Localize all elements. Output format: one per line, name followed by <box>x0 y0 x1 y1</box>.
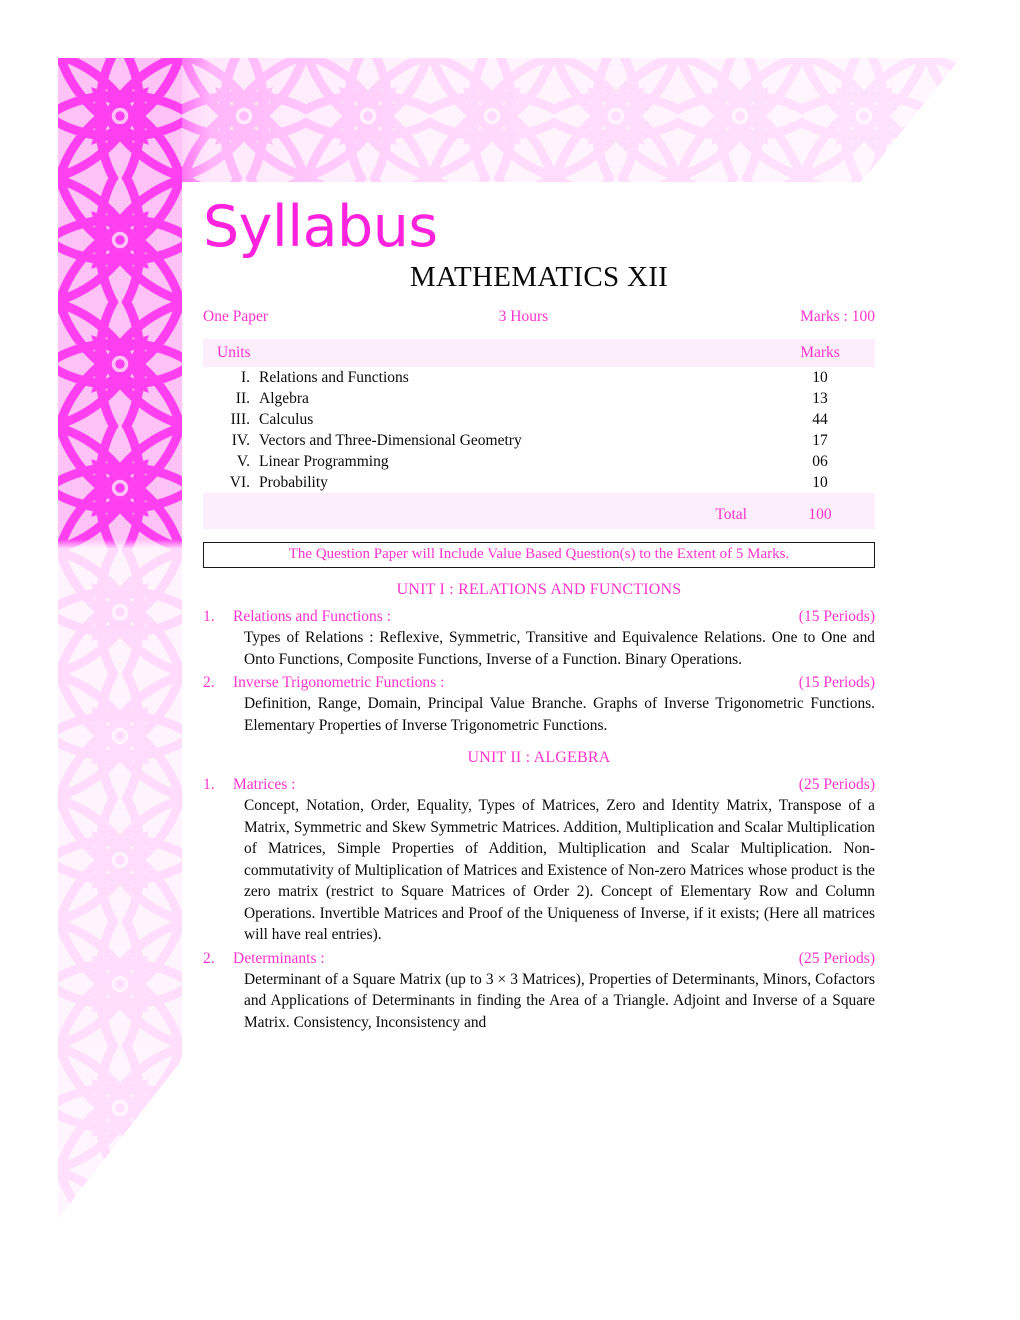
topic-title-row <box>203 776 875 794</box>
topic-periods: (15 Periods) <box>798 674 875 691</box>
table-row <box>203 388 875 409</box>
unit-name: Linear Programming <box>259 452 389 470</box>
unit-name: Probability <box>259 473 328 491</box>
topic-description: Definition, Range, Domain, Principal Value Branche. Graphs of Inverse Trigonometric Functions. Elementary Properties of Inverse Trigonometric Functions. <box>244 695 875 734</box>
units-table-header-row <box>203 339 875 367</box>
exam-duration-label: 3 Hours <box>498 308 549 325</box>
unit-number: V. <box>236 452 250 470</box>
value-based-question-note: The Question Paper will Include Value Based Question(s) to the Extent of 5 Marks. <box>203 542 875 568</box>
unit-heading-1: UNIT I : RELATIONS AND FUNCTIONS <box>396 581 682 598</box>
exam-paper-label: One Paper <box>203 308 268 325</box>
floral-lattice-pattern-icon <box>58 58 182 1218</box>
unit-name: Algebra <box>259 389 309 407</box>
unit-number: II. <box>235 389 250 407</box>
table-total-row <box>203 501 875 529</box>
units-marks-table <box>203 339 875 529</box>
total-value: 100 <box>765 501 875 529</box>
unit-heading-2: UNIT II : ALGEBRA <box>467 749 611 766</box>
units-table-body <box>203 339 875 529</box>
topic-periods: (25 Periods) <box>798 949 875 967</box>
topic-block <box>203 674 875 736</box>
topic-name: Matrices : <box>233 776 296 793</box>
topic-title-row <box>203 674 875 692</box>
total-label: Total <box>203 501 765 529</box>
floral-lattice-pattern-icon <box>58 58 960 182</box>
topic-name: Determinants : <box>233 949 325 967</box>
topic-name: Inverse Trigonometric Functions : <box>233 674 445 691</box>
topic-name: Relations and Functions : <box>233 608 392 625</box>
unit-name: Vectors and Three-Dimensional Geometry <box>259 431 522 449</box>
unit-marks: 44 <box>812 410 828 428</box>
topic-number: 2. <box>203 949 215 967</box>
unit-number: III. <box>230 410 250 428</box>
unit-marks: 06 <box>812 452 828 470</box>
unit-number: IV. <box>231 431 250 449</box>
subject-title: MATHEMATICS XII <box>409 261 669 293</box>
unit-number: I. <box>240 368 250 386</box>
syllabus-content <box>203 196 875 1037</box>
unit-marks: 13 <box>812 389 828 407</box>
topic-number: 1. <box>203 608 215 625</box>
page-title: Syllabus <box>203 194 438 260</box>
unit-marks: 17 <box>812 431 828 449</box>
table-spacer-row <box>203 493 875 501</box>
topic-title-row <box>203 608 875 626</box>
table-row <box>203 367 875 388</box>
column-header-units: Units <box>203 339 765 367</box>
topic-block <box>203 608 875 670</box>
column-header-marks: Marks <box>765 339 875 367</box>
unit-name: Calculus <box>259 410 314 428</box>
table-row <box>203 430 875 451</box>
table-row <box>203 409 875 430</box>
topic-number: 2. <box>203 674 215 691</box>
unit-marks: 10 <box>812 368 828 386</box>
topic-description: Concept, Notation, Order, Equality, Types of Matrices, Zero and Identity Matrix, Transpose of a Matrix, Symmetric and Skew Symmetric Matrices. Addition, Multiplication and Scalar Multiplication of Matrices, Simple Properties of Addition, Multiplication and Scalar Multiplication. Non-commutativity of Multiplication of Matrices and Existence of Non-zero Matrices whose product is the zero matrix (restrict to Square Matrices of Order 2). Concept of Elementary Row and Column Operations. Invertible Matrices and Proof of the Uniqueness of Inverse, if it exists; (Here all matrices will have real entries). <box>244 797 875 943</box>
unit-name: Relations and Functions <box>259 368 409 386</box>
exam-marks-label: Marks : 100 <box>800 308 875 325</box>
table-row <box>203 451 875 472</box>
unit-marks: 10 <box>812 473 828 491</box>
table-row <box>203 472 875 493</box>
topic-title-row <box>203 950 875 968</box>
topic-block <box>203 776 875 946</box>
topic-description: Types of Relations : Reflexive, Symmetric, Transitive and Equivalence Relations. One to One and Onto Functions, Composite Functions, Inverse of a Function. Binary Operations. <box>244 629 875 668</box>
unit-number: VI. <box>229 473 250 491</box>
decorative-top-band <box>58 58 960 182</box>
exam-meta-row <box>203 308 875 326</box>
topic-description: Determinant of a Square Matrix (up to 3 × 3 Matrices), Properties of Determinants, Minors, Cofactors and Applications of Determinants in finding the Area of a Triangle. Adjoint and Inverse of a Square Matrix. Consistency, Inconsistency and <box>244 970 875 1031</box>
topic-periods: (15 Periods) <box>798 608 875 625</box>
side-band-pattern <box>58 58 182 1218</box>
topic-number: 1. <box>203 776 215 793</box>
top-band-pattern <box>58 58 960 182</box>
topic-periods: (25 Periods) <box>798 776 875 793</box>
decorative-side-band <box>58 58 182 1218</box>
topic-block <box>203 950 875 1034</box>
